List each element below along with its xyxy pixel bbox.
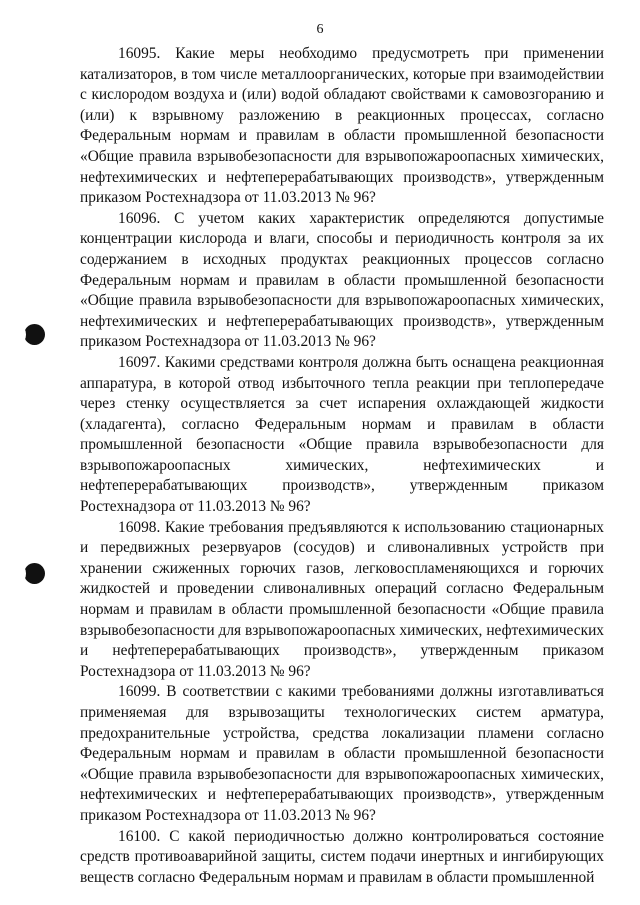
question-list — [80, 44, 604, 888]
question-16096: 16096. С учетом каких характеристик определяются допустимые концентрации кислорода и влаги, способы и периодичность контроля за их содержанием в исходных продуктах реакционных процессов согласно Федеральным нормам и правилам в области промышленной безопасности «Общие правила взрывобезопасности для взрывопожароопасных химических, нефтехимических и нефтеперерабатывающих производств», утвержденным приказом Ростехнадзора от 11.03.2013 № 96? — [80, 209, 604, 351]
question-16098: 16098. Какие требования предъявляются к использованию стационарных и передвижных резервуаров (сосудов) и сливоналивных устройств при хранении сжиженных горючих газов, легковоспламеняющихся и горючих жидкостей и проведении сливоналивных операций согласно Федеральным нормам и правилам в области промышленной безопасности «Общие правила взрывобезопасности для взрывопожароопасных химических, нефтехимических и нефтеперерабатывающих производств», утвержденным приказом Ростехнадзора от 11.03.2013 № 96? — [80, 518, 604, 680]
punch-hole-upper — [24, 324, 45, 345]
question-16100: 16100. С какой периодичностью должно контролироваться состояние средств противоаварийной защиты, систем подачи инертных и ингибирующих веществ согласно Федеральным нормам и правилам в области промышленной — [80, 827, 604, 886]
page-number: 6 — [316, 22, 324, 37]
question-16099: 16099. В соответствии с какими требованиями должны изготавливаться применяемая для взрывозащиты технологических систем арматура, предохранительные устройства, средства локализации пламени согласно Федеральным нормам и правилам в области промышленной безопасности «Общие правила взрывобезопасности для взрывопожароопасных химических, нефтехимических и нефтеперерабатывающих производств», утвержденным приказом Ростехнадзора от 11.03.2013 № 96? — [80, 683, 604, 824]
question-16095: 16095. Какие меры необходимо предусмотреть при применении катализаторов, в том числе металлоорганических, которые при взаимодействии с кислородом воздуха и (или) водой обладают свойствами к самовозгоранию и (или) к взрывному разложению в реакционных процессах, согласно Федеральным нормам и правилам в области промышленной безопасности «Общие правила взрывобезопасности для взрывопожароопасных химических, нефтехимических и нефтеперерабатывающих производств», утвержденным приказом Ростехнадзора от 11.03.2013 № 96? — [80, 45, 604, 207]
punch-hole-lower — [24, 563, 45, 584]
question-16097: 16097. Какими средствами контроля должна быть оснащена реакционная аппаратура, в которой отвод избыточного тепла реакции при теплопередаче через стенку осуществляется за счет испарения охлаждающей жидкости (хладагента), согласно Федеральным нормам и правилам в области промышленной безопасности «Общие правила взрывобезопасности для взрывопожароопасных химических, нефтехимических и нефтеперерабатывающих производств», утвержденным приказом Ростехнадзора от 11.03.2013 № 96? — [80, 353, 604, 516]
